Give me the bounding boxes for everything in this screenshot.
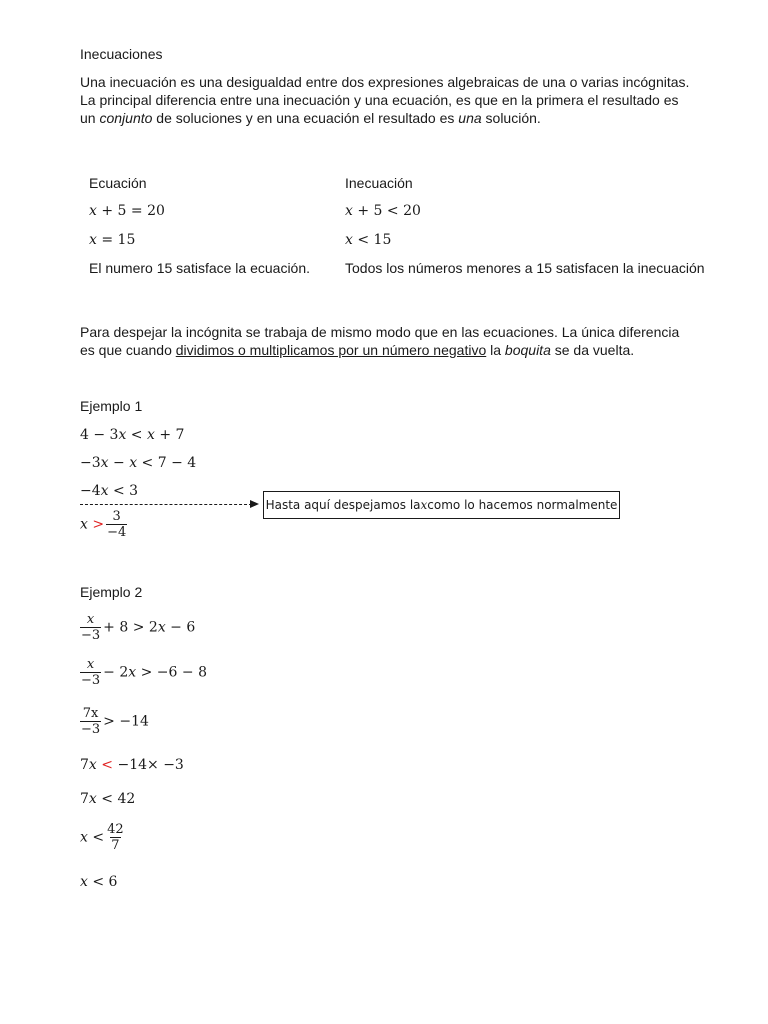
- example-1-step-2: −3x − x < 7 − 4: [80, 455, 197, 471]
- inecuacion-eq-2: x < 15: [345, 232, 392, 248]
- fraction: $\frac{3}{-4}$: [107, 509, 127, 540]
- col-header-inecuacion: Inecuación: [345, 175, 413, 191]
- example-2-title: Ejemplo 2: [80, 584, 143, 600]
- arrow-head-icon: [250, 500, 259, 508]
- intro-line-2: La principal diferencia entre una inecuación y una ecuación, es que en la primera el resultado es: [80, 92, 679, 108]
- note-box: Hasta aquí despejamos la x como lo hacemos normalmente: [263, 491, 620, 519]
- example-1-title: Ejemplo 1: [80, 398, 143, 414]
- col-header-ecuacion: Ecuación: [89, 175, 147, 191]
- ecuacion-conclusion: El numero 15 satisface la ecuación.: [89, 260, 311, 276]
- example-1-step-3: −4x < 3: [80, 483, 139, 499]
- rule-line-2: es que cuando dividimos o multiplicamos por un número negativo la boquita se da vuelta.: [80, 342, 635, 358]
- page-title: Inecuaciones: [80, 46, 163, 62]
- ecuacion-eq-2: x = 15: [89, 232, 136, 248]
- rule-line-1: Para despejar la incógnita se trabaja de mismo modo que en las ecuaciones. La única diferencia: [80, 324, 680, 340]
- rule-underlined-text: dividimos o multiplicamos por un número negativo: [175, 342, 487, 358]
- flipped-sign: >: [92, 516, 105, 533]
- example-1-step-4: x > $\frac{3}{-4}$: [80, 509, 127, 540]
- emphasis-boquita: boquita: [504, 342, 551, 358]
- intro-line-1: Una inecuación es una desigualdad entre dos expresiones algebraicas de una o varias incógnitas.: [80, 74, 690, 90]
- example-2-step-4: 7x < −14× −3: [80, 757, 184, 773]
- example-1-step-1: 4 − 3x < x + 7: [80, 427, 185, 443]
- example-2-step-1: $\frac{x}{-3}$ + 8 > 2x − 6: [81, 612, 196, 643]
- example-2-step-6: x < $\frac{42}{7}$: [80, 822, 124, 853]
- example-2-step-2: $\frac{x}{-3}$ − 2x > −6 − 8: [81, 657, 207, 688]
- example-2-step-3: $\frac{7x}{-3}$ > −14: [81, 706, 149, 737]
- example-2-step-5: 7x < 42: [80, 791, 136, 807]
- flipped-sign: <: [101, 757, 114, 773]
- ecuacion-eq-1: x + 5 = 20: [89, 203, 165, 219]
- emphasis-conjunto: conjunto: [99, 110, 153, 126]
- intro-line-3: un conjunto de soluciones y en una ecuación el resultado es una solución.: [80, 110, 541, 126]
- dashed-arrow-line: [80, 504, 252, 505]
- example-2-step-7: x < 6: [80, 874, 118, 890]
- inecuacion-eq-1: x + 5 < 20: [345, 203, 421, 219]
- emphasis-una: una: [458, 110, 482, 126]
- inecuacion-conclusion: Todos los números menores a 15 satisfacen la inecuación: [345, 260, 705, 276]
